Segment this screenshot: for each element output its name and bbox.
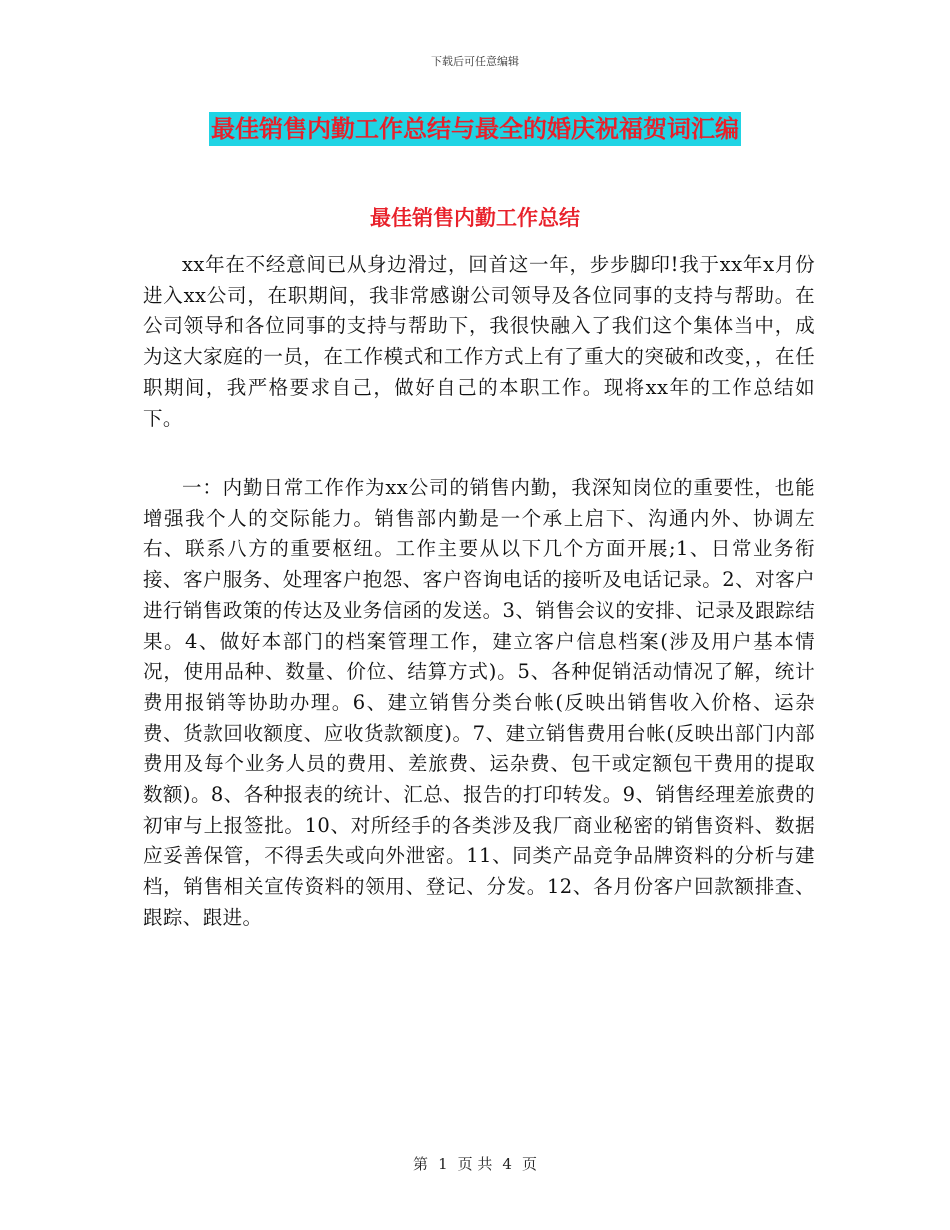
page-footer	[0, 1153, 950, 1174]
section-title: 最佳销售内勤工作总结	[370, 206, 580, 230]
paragraph-intro: xx年在不经意间已从身边滑过，回首这一年，步步脚印!我于xx年x月份进入xx公司，在职期间，我非常感谢公司领导及各位同事的支持与帮助。在公司领导和各位同事的支持与帮助下，我很快融入了我们这个集体当中，成为这大家庭的一员，在工作模式和工作方式上有了重大的突破和改变，，在任职期间，我严格要求自己，做好自己的本职工作。现将xx年的工作总结如下。	[143, 253, 815, 430]
footer-prefix: 第	[413, 1155, 429, 1173]
document-title-wrap	[0, 112, 950, 146]
footer-middle: 页 共	[457, 1155, 493, 1173]
body-section-2	[143, 473, 815, 934]
paragraph-duties: 一：内勤日常工作作为xx公司的销售内勤，我深知岗位的重要性，也能增强我个人的交际能力。销售部内勤是一个承上启下、沟通内外、协调左右、联系八方的重要枢纽。工作主要从以下几个方面开展;1、日常业务衔接、客户服务、处理客户抱怨、客户咨询电话的接听及电话记录。2、对客户进行销售政策的传达及业务信函的发送。3、销售会议的安排、记录及跟踪结果。4、做好本部门的档案管理工作，建立客户信息档案(涉及用户基本情况，使用品种、数量、价位、结算方式)。5、各种促销活动情况了解，统计费用报销等协助办理。6、建立销售分类台帐(反映出销售收入价格、运杂费、货款回收额度、应收货款额度)。7、建立销售费用台帐(反映出部门内部费用及每个业务人员的费用、差旅费、运杂费、包干或定额包干费用的提取数额)。8、各种报表的统计、汇总、报告的打印转发。9、销售经理差旅费的初审与上报签批。10、对所经手的各类涉及我厂商业秘密的销售资料、数据应妥善保管，不得丢失或向外泄密。11、同类产品竞争品牌资料的分析与建档，销售相关宣传资料的领用、登记、分发。12、各月份客户回款额排查、跟踪、跟进。	[143, 476, 815, 929]
footer-total-pages: 4	[502, 1155, 512, 1173]
document-title: 最佳销售内勤工作总结与最全的婚庆祝福贺词汇编	[209, 112, 741, 146]
body-section-1	[143, 250, 815, 434]
header-note: 下载后可任意编辑	[431, 55, 519, 68]
footer-suffix: 页	[521, 1155, 537, 1173]
footer-current-page: 1	[438, 1155, 448, 1173]
